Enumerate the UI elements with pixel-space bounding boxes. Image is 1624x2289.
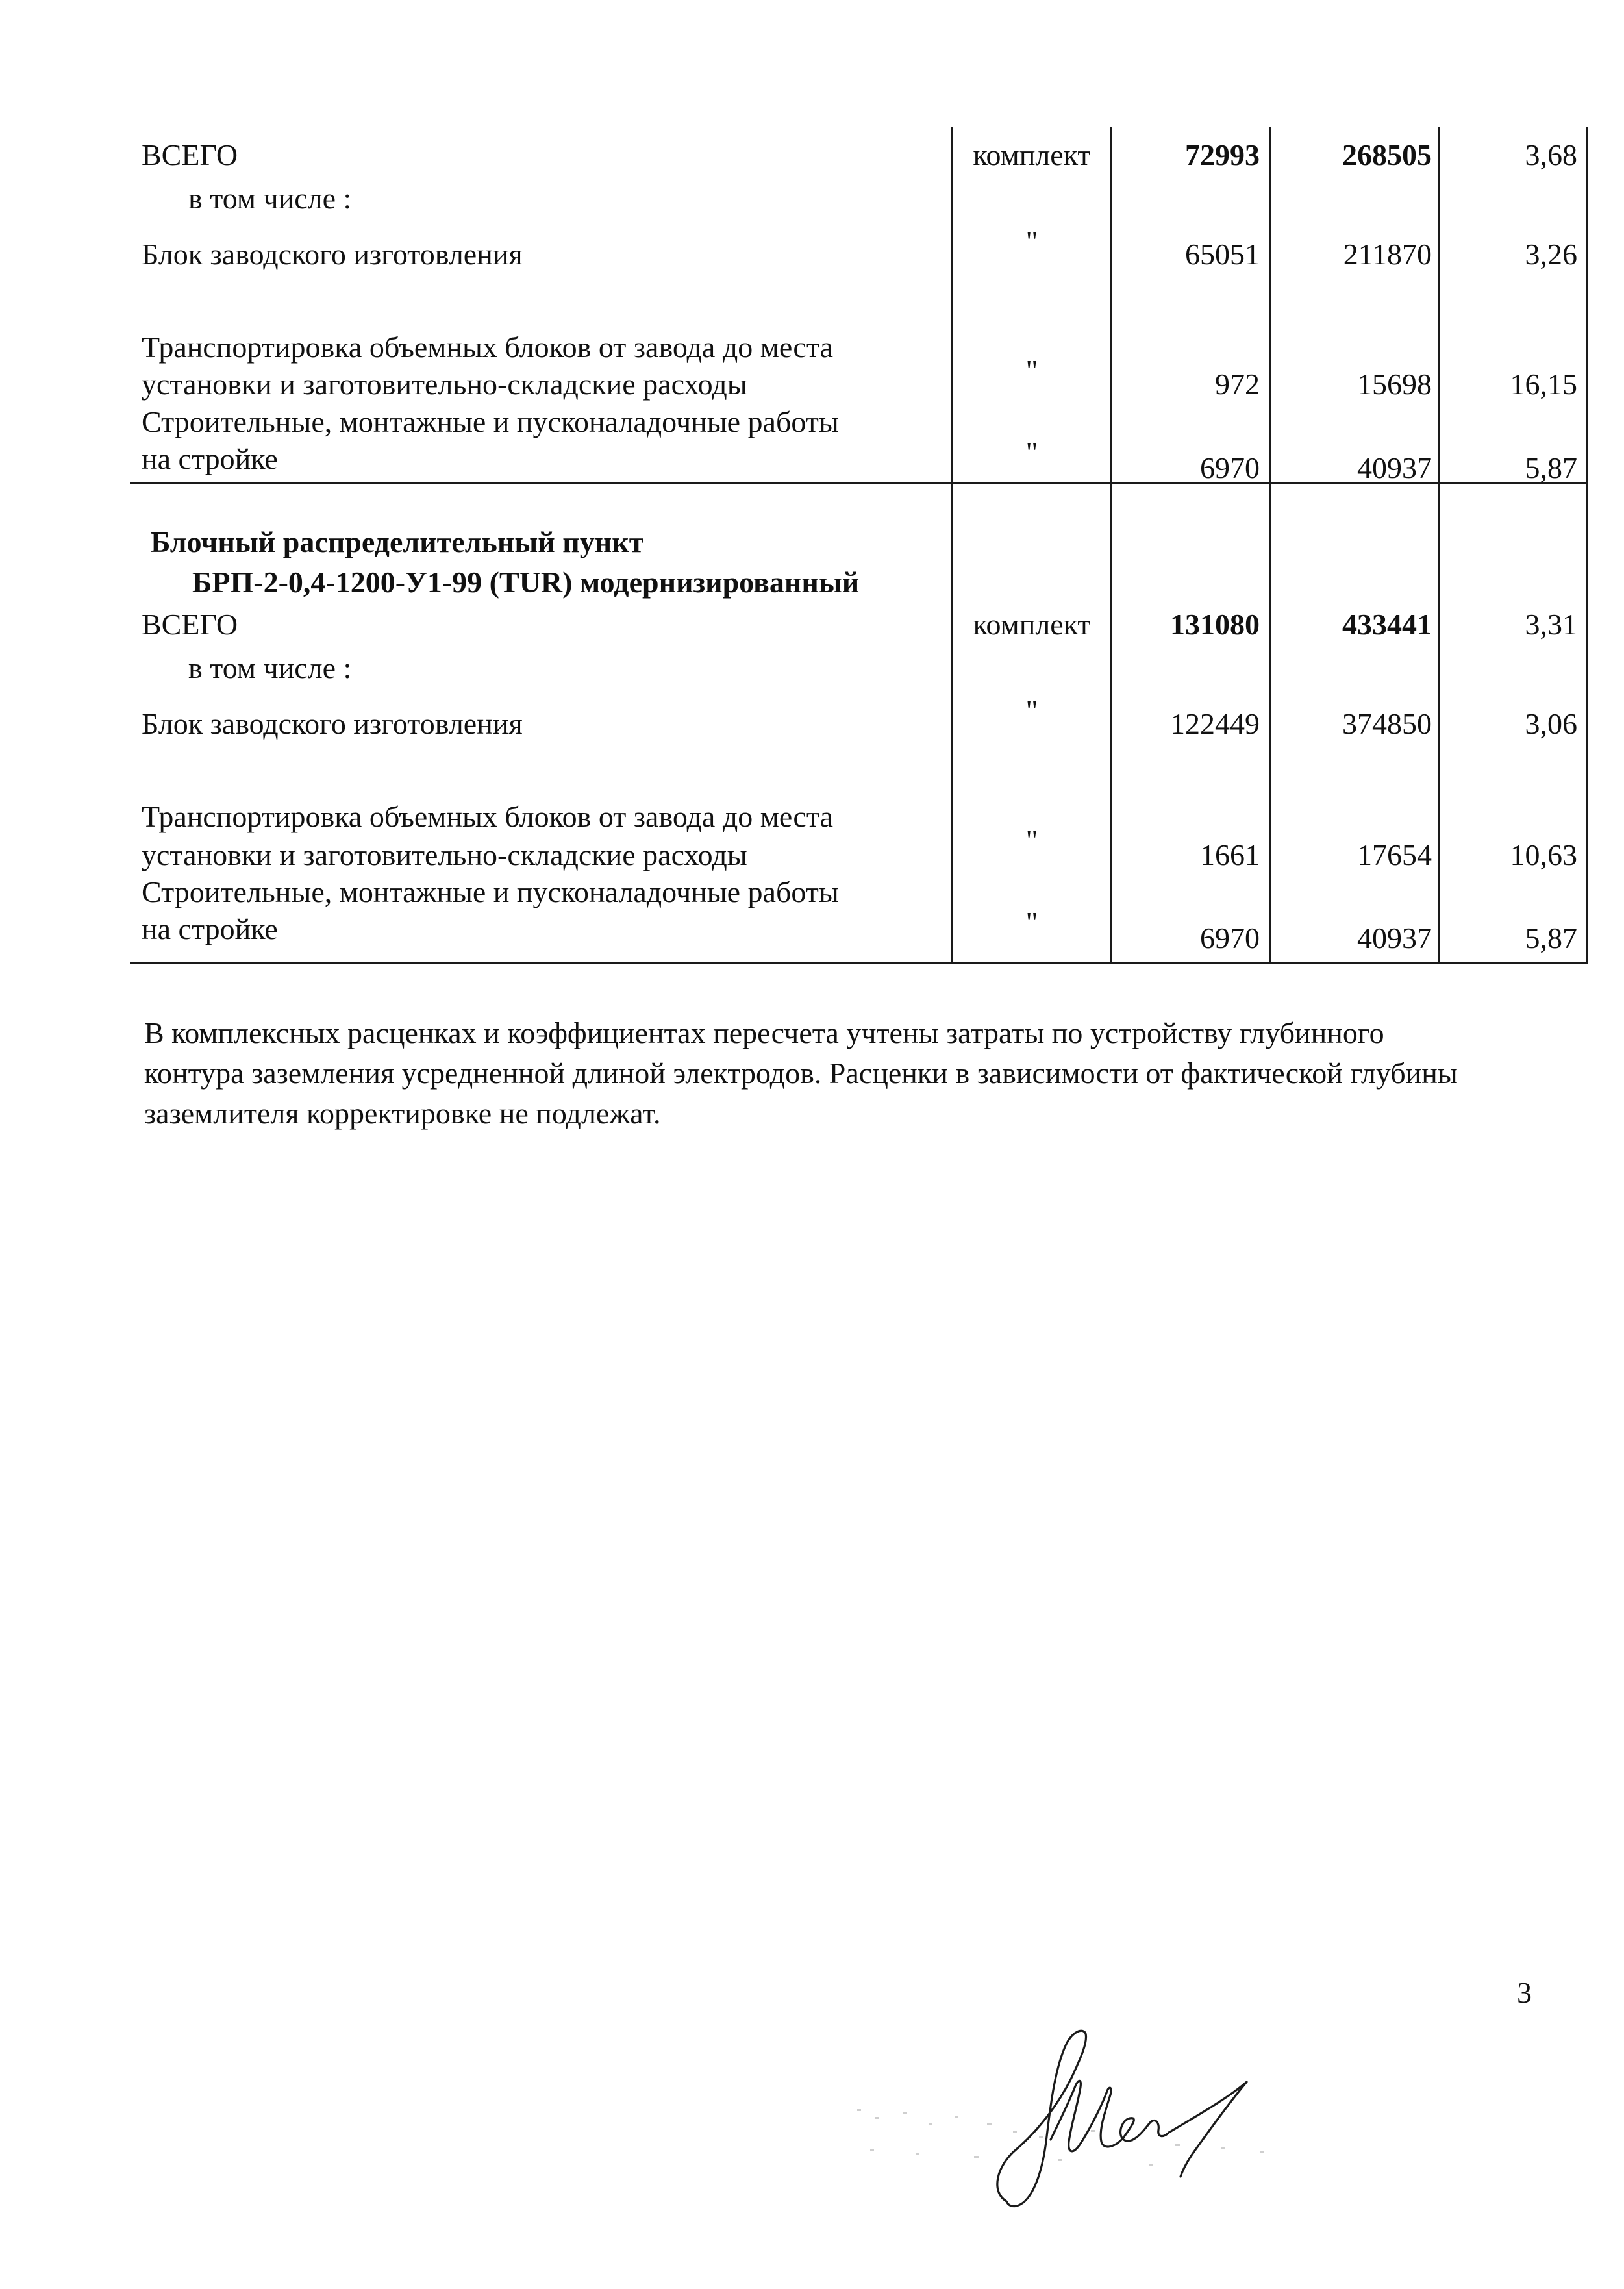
- coef-cell: 10,63: [1510, 838, 1577, 871]
- unit-cell: комплект: [973, 608, 1091, 641]
- footnote-line: заземлителя корректировке не подлежат.: [144, 1097, 661, 1130]
- handwritten-signature: [844, 2026, 1338, 2221]
- row-label: Транспортировка объемных блоков от завода до места: [142, 800, 833, 833]
- row-label: установки и заготовительно-складские расходы: [142, 838, 747, 871]
- value-cell-1: 65051: [1185, 238, 1260, 271]
- value-cell-1: 122449: [1170, 707, 1260, 740]
- coef-cell: 16,15: [1510, 368, 1577, 401]
- unit-cell: ": [1025, 694, 1038, 727]
- value-cell-1: 72993: [1185, 138, 1260, 171]
- row-label: Блок заводского изготовления: [142, 707, 523, 740]
- unit-cell: комплект: [973, 138, 1091, 171]
- coef-cell: 3,68: [1525, 138, 1577, 171]
- row-label: установки и заготовительно-складские расходы: [142, 368, 747, 401]
- value-cell-2: 40937: [1357, 921, 1432, 955]
- unit-cell: ": [1025, 906, 1038, 939]
- coef-cell: 3,31: [1525, 608, 1577, 641]
- row-label: ВСЕГО: [142, 138, 238, 171]
- coef-cell: 5,87: [1525, 921, 1577, 955]
- unit-cell: ": [1025, 225, 1038, 258]
- footnote-line: В комплексных расценках и коэффициентах пересчета учтены затраты по устройству глубинного: [144, 1016, 1384, 1049]
- column-rule: [1110, 127, 1112, 964]
- column-rule: [1269, 127, 1271, 964]
- table-bottom-rule: [130, 962, 1588, 964]
- row-label: Блок заводского изготовления: [142, 238, 523, 271]
- row-label: Строительные, монтажные и пусконаладочные работы: [142, 405, 839, 438]
- value-cell-1: 6970: [1200, 451, 1260, 484]
- value-cell-1: 1661: [1200, 838, 1260, 871]
- row-label: в том числе :: [188, 651, 352, 684]
- footnote-line: контура заземления усредненной длиной электродов. Расценки в зависимости от фактической глубины: [144, 1057, 1458, 1090]
- row-label: Транспортировка объемных блоков от завода до места: [142, 331, 833, 364]
- coef-cell: 3,06: [1525, 707, 1577, 740]
- value-cell-2: 374850: [1342, 707, 1432, 740]
- value-cell-1: 972: [1215, 368, 1260, 401]
- value-cell-2: 15698: [1357, 368, 1432, 401]
- column-rule: [1586, 127, 1588, 964]
- value-cell-2: 17654: [1357, 838, 1432, 871]
- value-cell-2: 433441: [1342, 608, 1432, 641]
- row-label: в том числе :: [188, 182, 352, 215]
- value-cell-2: 211870: [1343, 238, 1432, 271]
- row-label: Строительные, монтажные и пусконаладочные работы: [142, 875, 839, 908]
- row-label: на стройке: [142, 912, 278, 945]
- footnote-paragraph: [144, 1013, 1592, 1134]
- coef-cell: 3,26: [1525, 238, 1577, 271]
- value-cell-1: 6970: [1200, 921, 1260, 955]
- unit-cell: ": [1025, 436, 1038, 469]
- value-cell-2: 268505: [1342, 138, 1432, 171]
- section-title: БРП-2-0,4-1200-У1-99 (TUR) модернизированный: [192, 566, 860, 599]
- column-rule: [1438, 127, 1440, 964]
- row-label: ВСЕГО: [142, 608, 238, 641]
- row-label: на стройке: [142, 442, 278, 475]
- unit-cell: ": [1025, 354, 1038, 387]
- page-number: 3: [1517, 1976, 1532, 2009]
- value-cell-1: 131080: [1170, 608, 1260, 641]
- section-title: Блочный распределительный пункт: [151, 525, 644, 558]
- coef-cell: 5,87: [1525, 451, 1577, 484]
- unit-cell: ": [1025, 823, 1038, 857]
- value-cell-2: 40937: [1357, 451, 1432, 484]
